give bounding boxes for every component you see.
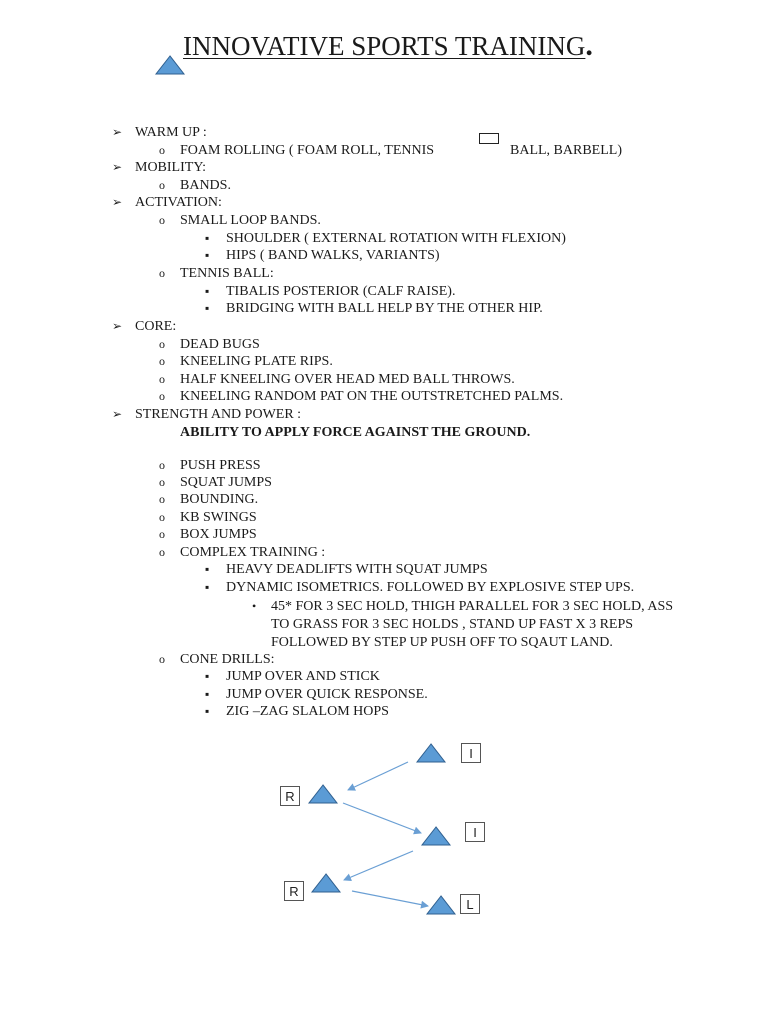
list-item: SHOULDER ( EXTERNAL ROTATION WITH FLEXION): [226, 231, 566, 246]
drill-arrow-1: [348, 762, 408, 790]
list-item: DEAD BUGS: [180, 337, 260, 352]
list-item: COMPLEX TRAINING :: [180, 545, 326, 560]
circle-bullet-icon: o: [159, 143, 165, 157]
circle-bullet-icon: o: [159, 545, 165, 559]
square-bullet-icon: ▪: [205, 580, 210, 594]
circle-bullet-icon: o: [159, 354, 165, 368]
list-item: TIBALIS POSTERIOR (CALF RAISE).: [226, 284, 456, 299]
list-item: BOX JUMPS: [180, 527, 257, 542]
drill-arrow-2: [343, 803, 421, 833]
square-bullet-icon: ▪: [205, 704, 210, 718]
list-item: CONE DRILLS:: [180, 652, 275, 667]
square-bullet-icon: ▪: [205, 231, 210, 245]
list-item: PUSH PRESS: [180, 458, 261, 473]
list-item: TENNIS BALL:: [180, 266, 274, 281]
arrow-bullet-icon: ➢: [112, 160, 123, 174]
square-bullet-icon: ▪: [205, 248, 210, 262]
title-text: INNOVATIVE SPORTS TRAINING: [183, 31, 586, 61]
cone-4-icon: [312, 874, 340, 892]
circle-bullet-icon: o: [159, 337, 165, 351]
list-item: HEAVY DEADLIFTS WITH SQUAT JUMPS: [226, 562, 488, 577]
circle-bullet-icon: o: [159, 389, 165, 403]
section-heading-strength-power: STRENGTH AND POWER :: [135, 407, 302, 422]
drill-arrow-4: [352, 891, 428, 906]
detail-line: FOLLOWED BY STEP UP PUSH OFF TO SQAUT LAND.: [271, 635, 613, 650]
inline-rectangle: [479, 133, 499, 144]
list-item: DYNAMIC ISOMETRICS. FOLLOWED BY EXPLOSIVE STEP UPS.: [226, 580, 635, 595]
arrow-bullet-icon: ➢: [112, 319, 123, 333]
cone-label-box: I: [461, 743, 481, 763]
square-bullet-icon: ▪: [205, 301, 210, 315]
cone-label-box: L: [460, 894, 480, 914]
square-bullet-icon: ▪: [205, 687, 210, 701]
drill-arrow-3: [344, 851, 413, 880]
circle-bullet-icon: o: [159, 492, 165, 506]
circle-bullet-icon: o: [159, 266, 165, 280]
circle-bullet-icon: o: [159, 510, 165, 524]
cone-label-box: I: [465, 822, 485, 842]
list-item: HIPS ( BAND WALKS, VARIANTS): [226, 248, 440, 263]
cone-5-icon: [427, 896, 455, 914]
section-heading-activation: ACTIVATION:: [135, 195, 222, 210]
section-heading-core: CORE:: [135, 319, 177, 334]
arrow-bullet-icon: ➢: [112, 195, 123, 209]
detail-line: TO GRASS FOR 3 SEC HOLDS , STAND UP FAST X 3 REPS: [271, 617, 634, 632]
list-item: BALL, BARBELL): [510, 143, 622, 158]
circle-bullet-icon: o: [159, 178, 165, 192]
circle-bullet-icon: o: [159, 213, 165, 227]
section-heading-warm-up: WARM UP :: [135, 125, 207, 140]
title-period: .: [585, 29, 593, 62]
circle-bullet-icon: o: [159, 372, 165, 386]
section-heading-mobility: MOBILITY:: [135, 160, 207, 175]
list-item: BOUNDING.: [180, 492, 259, 507]
cone-3-icon: [422, 827, 450, 845]
square-bullet-icon: ▪: [205, 562, 210, 576]
list-item: JUMP OVER AND STICK: [226, 669, 380, 684]
list-item: BRIDGING WITH BALL HELP BY THE OTHER HIP.: [226, 301, 543, 316]
circle-bullet-icon: o: [159, 652, 165, 666]
title-triangle-icon: [156, 56, 184, 74]
list-item: SQUAT JUMPS: [180, 475, 272, 490]
square-bullet-icon: ▪: [205, 284, 210, 298]
circle-bullet-icon: o: [159, 475, 165, 489]
arrow-bullet-icon: ➢: [112, 125, 123, 139]
cone-2-icon: [309, 785, 337, 803]
cone-1-icon: [417, 744, 445, 762]
section-subheading: ABILITY TO APPLY FORCE AGAINST THE GROUND.: [180, 425, 531, 440]
circle-bullet-icon: o: [159, 527, 165, 541]
circle-bullet-icon: o: [159, 458, 165, 472]
dot-bullet-icon: •: [252, 599, 257, 613]
arrow-bullet-icon: ➢: [112, 407, 123, 421]
list-item: BANDS.: [180, 178, 231, 193]
square-bullet-icon: ▪: [205, 669, 210, 683]
list-item: KNEELING RANDOM PAT ON THE OUTSTRETCHED PALMS.: [180, 389, 564, 404]
list-item: HALF KNEELING OVER HEAD MED BALL THROWS.: [180, 372, 515, 387]
list-item: JUMP OVER QUICK RESPONSE.: [226, 687, 428, 702]
cone-label-box: R: [280, 786, 300, 806]
detail-line: 45* FOR 3 SEC HOLD, THIGH PARALLEL FOR 3 SEC HOLD, ASS: [271, 599, 674, 614]
list-item: SMALL LOOP BANDS.: [180, 213, 321, 228]
cone-label-box: R: [284, 881, 304, 901]
list-item: KNEELING PLATE RIPS.: [180, 354, 333, 369]
list-item: FOAM ROLLING ( FOAM ROLL, TENNIS: [180, 143, 435, 158]
list-item: ZIG –ZAG SLALOM HOPS: [226, 704, 389, 719]
list-item: KB SWINGS: [180, 510, 257, 525]
